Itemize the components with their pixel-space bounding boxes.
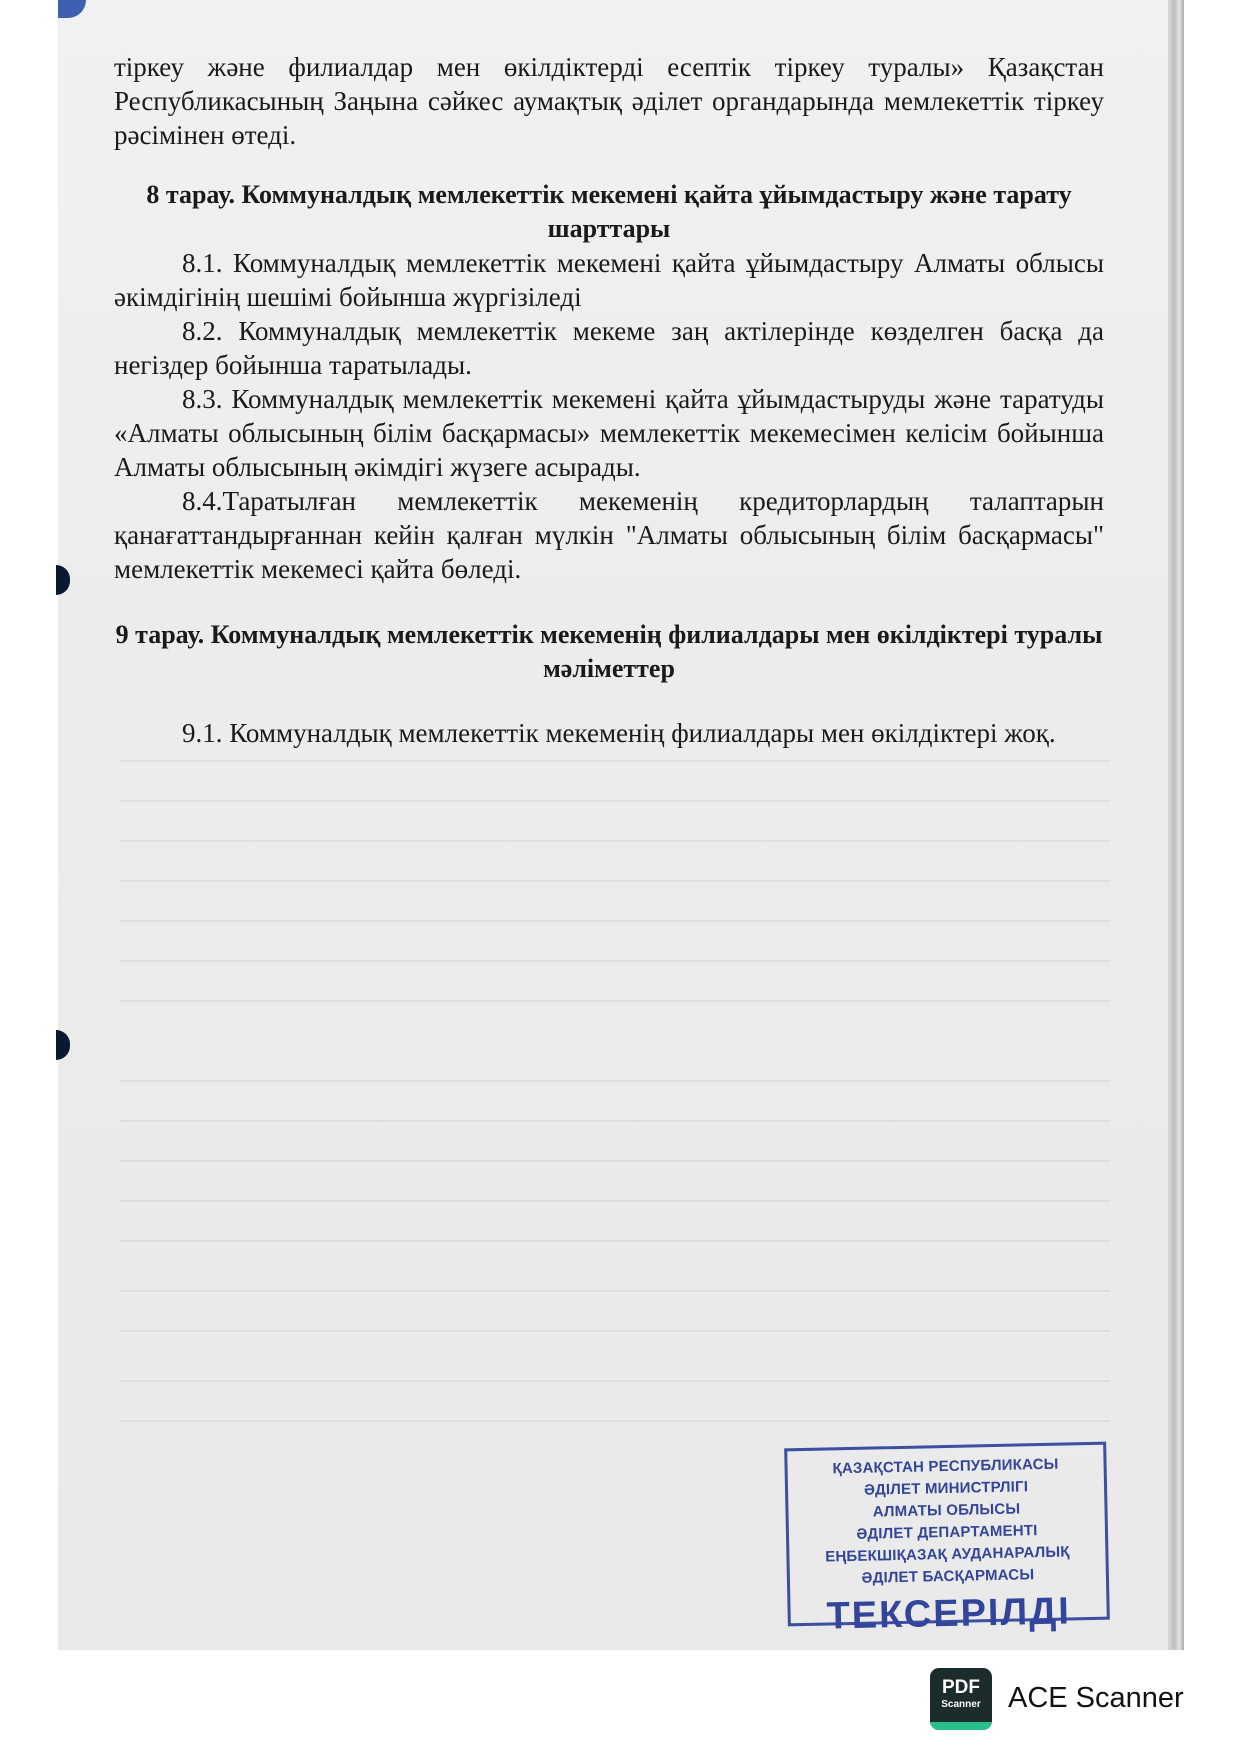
pdf-icon-sublabel: Scanner bbox=[941, 1699, 981, 1710]
page-stack-edge bbox=[1168, 0, 1184, 1650]
pdf-scanner-icon bbox=[930, 1668, 992, 1730]
stamp-line-4: ӘДІЛЕТ ДЕПАРТАМЕНТІ bbox=[856, 1522, 1038, 1543]
stamp-line-1: ҚАЗАҚСТАН РЕСПУБЛИКАСЫ bbox=[832, 1455, 1059, 1478]
stamp-line-6: ӘДІЛЕТ БАСҚАРМАСЫ bbox=[861, 1566, 1035, 1587]
scanner-watermark bbox=[930, 1668, 1210, 1730]
stamp-line-3: АЛМАТЫ ОБЛЫСЫ bbox=[872, 1500, 1021, 1521]
document-body bbox=[114, 50, 1104, 750]
verification-stamp bbox=[784, 1442, 1110, 1638]
stamp-line-5: ЕҢБЕКШІҚАЗАҚ АУДАНАРАЛЫҚ bbox=[825, 1543, 1070, 1566]
section-8-heading: 8 тарау. Коммуналдық мемлекеттік мекемені қайта ұйымдастыру және тарату шарттары bbox=[146, 180, 1072, 243]
stamp-line-2: ӘДІЛЕТ МИНИСТРЛІГІ bbox=[863, 1478, 1029, 1499]
pdf-icon-label: PDF bbox=[942, 1677, 980, 1698]
paragraph-8-4: 8.4.Таратылған мемлекеттік мекеменің кредиторлардың талаптарын қанағаттандырғаннан кейін қалған мүлкін "Алматы облысының білім басқармасы" мемлекеттік мекемесі қайта бөледі. bbox=[114, 486, 1104, 584]
paragraph-9-1: 9.1. Коммуналдық мемлекеттік мекеменің филиалдары мен өкілдіктері жоқ. bbox=[182, 718, 1056, 748]
pdf-icon-accent-bar bbox=[930, 1722, 992, 1730]
paragraph-8-2: 8.2. Коммуналдық мемлекеттік мекеме заң актілерінде көзделген басқа да негіздер бойынша таратылады. bbox=[114, 316, 1104, 380]
section-9-heading: 9 тарау. Коммуналдық мемлекеттік мекеменің филиалдары мен өкілдіктері туралы мәліметтер bbox=[115, 620, 1103, 683]
stamp-verdict: ТЕКСЕРІЛДІ bbox=[826, 1590, 1072, 1638]
paragraph-8-1: 8.1. Коммуналдық мемлекеттік мекемені қайта ұйымдастыру Алматы облысы әкімдігінің шешімі бойынша жүргізіледі bbox=[114, 248, 1104, 312]
intro-paragraph: тіркеу және филиалдар мен өкілдіктерді есептік тіркеу туралы» Қазақстан Республикасының Заңына сәйкес аумақтық әділет органдарында мемлекеттік тіркеу рәсімінен өтеді. bbox=[114, 52, 1104, 150]
scanner-brand-name: ACE Scanner bbox=[1008, 1682, 1184, 1714]
paragraph-8-3: 8.3. Коммуналдық мемлекеттік мекемені қайта ұйымдастыруды және таратуды «Алматы облысының білім басқармасы» мемлекеттік мекемесімен келісім бойынша Алматы облысының әкімдігі жүзеге асырады. bbox=[114, 384, 1104, 482]
